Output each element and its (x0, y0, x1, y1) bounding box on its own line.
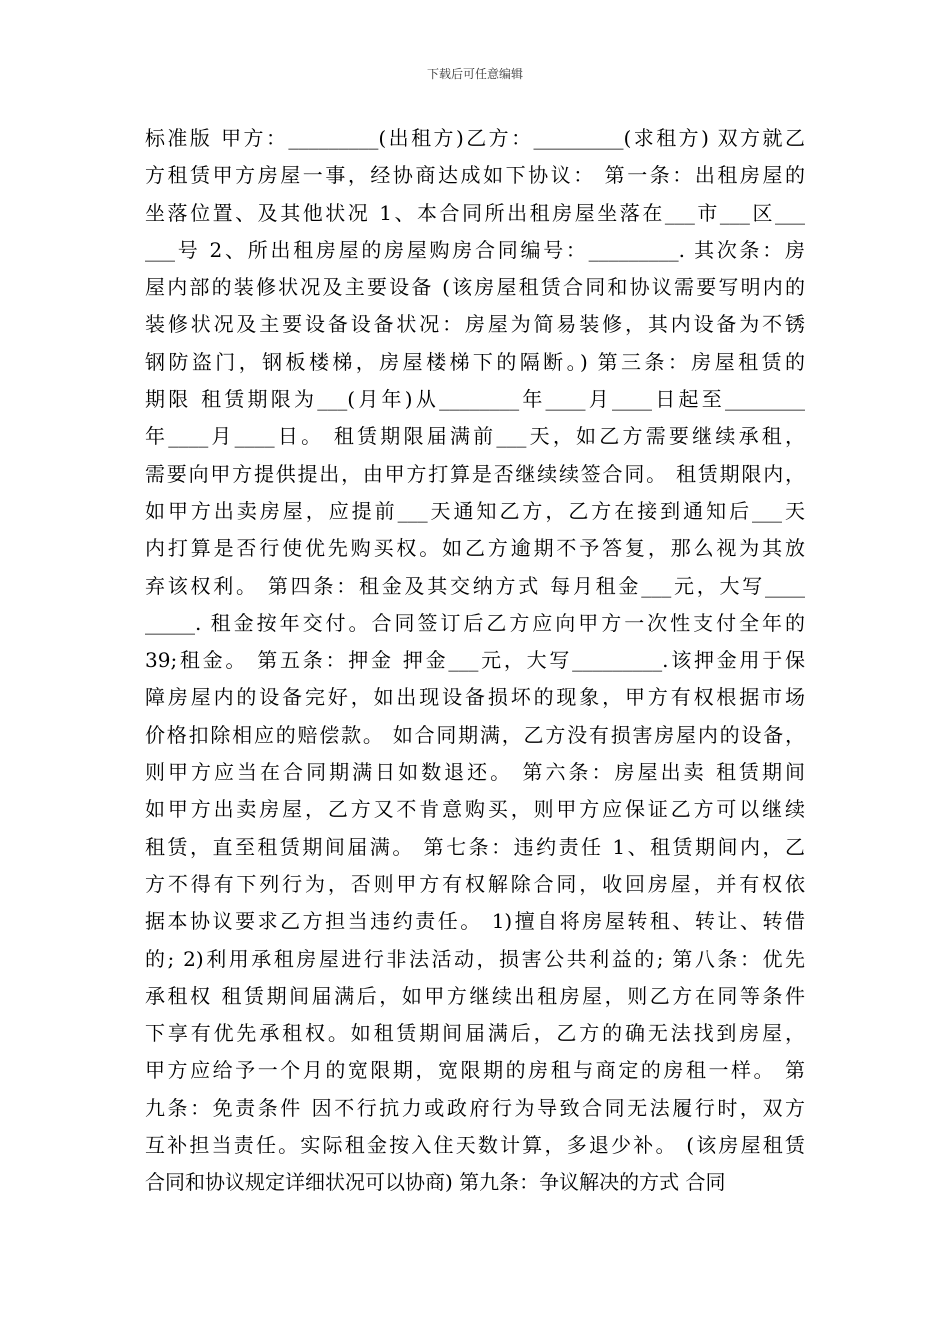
text-line: 合同和协议规定详细状况可以协商) 第九条：争议解决的方式 合同 (145, 1170, 726, 1195)
text-line: 钢防盗门，钢板楼梯，房屋楼梯下的隔断。) 第三条：房屋租赁的 (145, 349, 805, 374)
text-line: ___号 2、所出租房屋的房屋购房合同编号：_________. 其次条：房 (145, 237, 805, 262)
text-line: 内打算是否行使优先购买权。如乙方逾期不予答复，那么视为其放 (145, 536, 805, 561)
text-line: 年____月____日。 租赁期限届满前___天，如乙方需要继续承租， (145, 424, 805, 449)
text-line: 的; 2)利用承租房屋进行非法活动，损害公共利益的; 第八条：优先 (145, 946, 805, 971)
text-line: 承租权 租赁期间届满后，如甲方继续出租房屋，则乙方在同等条件 (145, 983, 805, 1008)
text-line: 九条：免责条件 因不行抗力或政府行为导致合同无法履行时，双方 (145, 1095, 805, 1120)
contract-body (145, 120, 805, 1202)
text-line: 租赁，直至租赁期间届满。 第七条：违约责任 1、租赁期间内，乙 (145, 834, 805, 859)
text-line: 需要向甲方提供提出，由甲方打算是否继续续签合同。 租赁期限内， (145, 461, 805, 486)
text-line: 39;租金。 第五条：押金 押金___元，大写_________.该押金用于保 (145, 648, 805, 673)
text-line: 障房屋内的设备完好，如出现设备损坏的现象，甲方有权根据市场 (145, 685, 805, 710)
text-line: 互补担当责任。实际租金按入住天数计算，多退少补。 (该房屋租赁 (145, 1133, 805, 1158)
text-line: 甲方应给予一个月的宽限期，宽限期的房租与商定的房租一样。 第 (145, 1058, 805, 1083)
text-line: 下享有优先承租权。如租赁期间届满后，乙方的确无法找到房屋， (145, 1021, 805, 1046)
text-line: 弃该权利。 第四条：租金及其交纳方式 每月租金___元，大写____ (145, 573, 805, 598)
text-line: 如甲方出卖房屋，应提前___天通知乙方，乙方在接到通知后___天 (145, 498, 805, 523)
text-line: 据本协议要求乙方担当违约责任。 1)擅自将房屋转租、转让、转借 (145, 909, 805, 934)
text-line: 价格扣除相应的赔偿款。 如合同期满，乙方没有损害房屋内的设备， (145, 722, 805, 747)
page-header: 下载后可任意编辑 (426, 67, 523, 81)
text-line: 标准版 甲方：_________(出租方)乙方：_________(求租方) 双方就乙 (145, 126, 805, 150)
text-line: 期限 租赁期限为___(月年)从________年____月____日起至________ (145, 387, 805, 412)
text-line: _____. 租金按年交付。合同签订后乙方应向甲方一次性支付全年的 (145, 610, 805, 635)
text-line: 如甲方出卖房屋，乙方又不肯意购买，则甲方应保证乙方可以继续 (145, 797, 805, 822)
text-line: 装修状况及主要设备设备状况：房屋为简易装修，其内设备为不锈 (145, 312, 805, 337)
text-line: 方租赁甲方房屋一事，经协商达成如下协议： 第一条：出租房屋的 (145, 163, 805, 188)
text-line: 屋内部的装修状况及主要设备 (该房屋租赁合同和协议需要写明内的 (145, 275, 805, 300)
text-line: 则甲方应当在合同期满日如数退还。 第六条：房屋出卖 租赁期间 (145, 760, 805, 785)
text-line: 方不得有下列行为，否则甲方有权解除合同，收回房屋，并有权依 (145, 871, 805, 896)
text-line: 坐落位置、及其他状况 1、本合同所出租房屋坐落在___市___区___ (145, 200, 805, 225)
